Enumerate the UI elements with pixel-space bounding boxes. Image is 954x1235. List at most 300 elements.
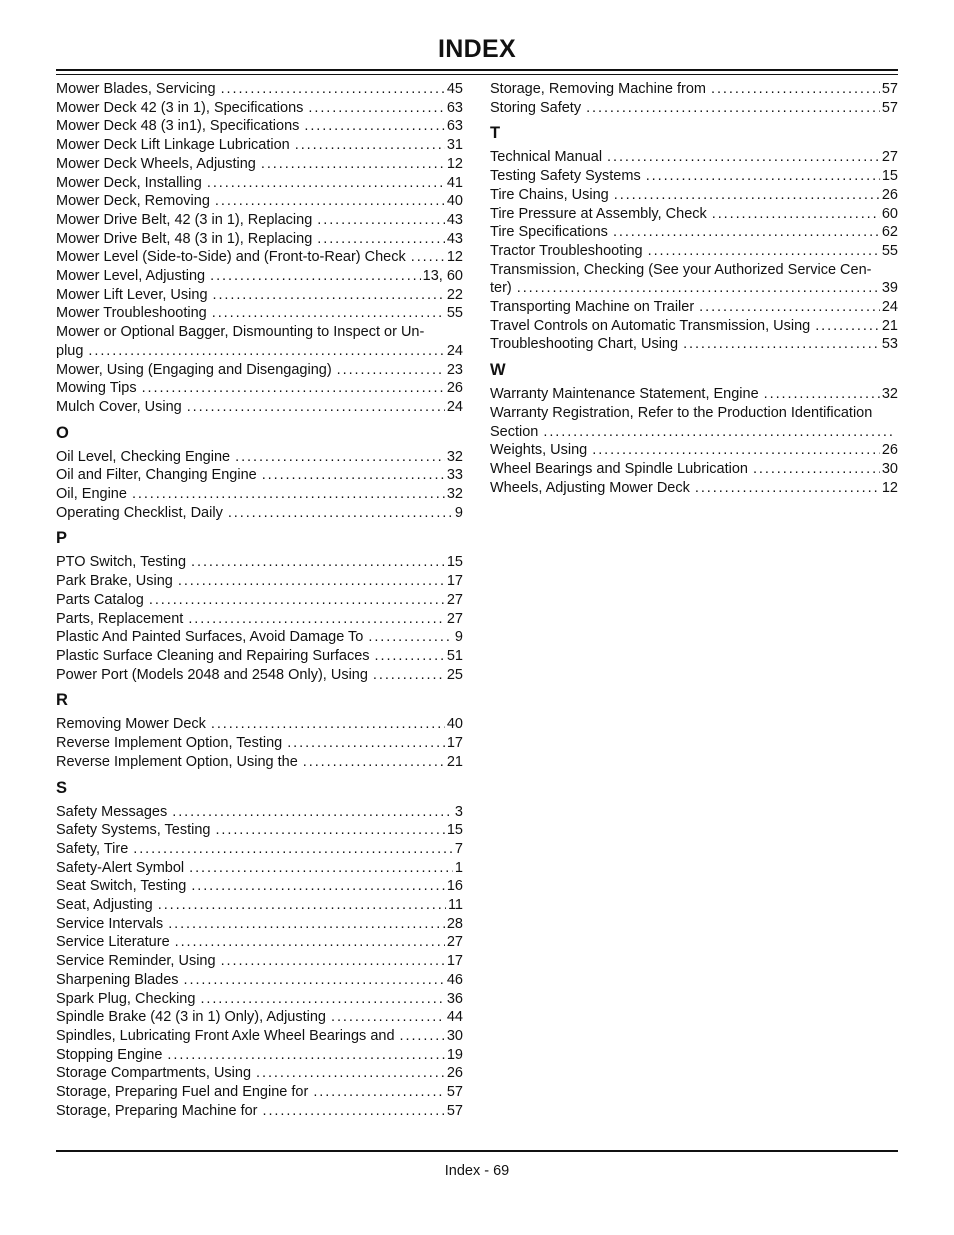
index-entry [56,248,463,267]
dot-leader [211,715,445,734]
index-entry-row [490,205,898,224]
index-entry [56,1027,463,1046]
index-group-t [490,148,898,354]
index-entry-label: Service Literature [56,934,170,951]
index-entry-label: Mower Drive Belt, 48 (3 in 1), Replacing [56,230,313,247]
index-entry-page: 40 [446,193,463,210]
dot-leader [158,896,446,915]
index-entry-page: 3 [454,803,463,820]
index-entry-label: Mower Deck 42 (3 in 1), Specifications [56,99,304,116]
index-entry [56,304,463,323]
index-entry [490,298,898,317]
index-entry [56,1008,463,1027]
dot-leader [221,80,445,99]
index-entry-label: Plastic Surface Cleaning and Repairing Surfaces [56,647,370,664]
dot-leader [368,628,453,647]
index-entry-row [56,1083,463,1102]
index-entry [56,1102,463,1121]
index-entry [56,286,463,305]
dot-leader [304,117,444,136]
index-entry [56,267,463,286]
index-entry-page: 27 [446,934,463,951]
index-entry [56,136,463,155]
dot-leader [373,666,445,685]
index-entry-page: 15 [446,822,463,839]
index-entry-row [56,952,463,971]
index-entry [56,99,463,118]
index-entry-page: 46 [446,971,463,988]
index-group-r [56,715,463,771]
index-entry-row [490,298,898,317]
index-group-s [56,803,463,1121]
index-entry-label: Wheel Bearings and Spindle Lubrication [490,460,748,477]
dot-leader [586,99,880,118]
section-letter-t: T [490,124,501,143]
index-entry-row [56,628,463,647]
index-entry-page: 30 [446,1027,463,1044]
index-entry-page: 55 [446,305,463,322]
index-entry-page: 23 [446,361,463,378]
index-entry-page: 27 [881,149,898,166]
page-title: INDEX [438,35,516,63]
index-entry-row [56,572,463,591]
index-column-left [56,80,463,1120]
dot-leader [215,821,444,840]
dot-leader [132,485,445,504]
index-entry [56,734,463,753]
index-entry-page: 57 [446,1102,463,1119]
index-entry [56,715,463,734]
index-entry-page: 40 [446,716,463,733]
dot-leader [287,734,445,753]
index-entry-row [490,167,898,186]
dot-leader [337,361,445,380]
index-entry-row [490,223,898,242]
index-entry-row [56,267,463,286]
index-entry-label: Warranty Maintenance Statement, Engine [490,386,759,403]
index-entry-page: 51 [446,647,463,664]
index-entry-label: Mower Lift Lever, Using [56,286,208,303]
index-entry [490,186,898,205]
index-entry-label: Plastic And Painted Surfaces, Avoid Damage To [56,629,364,646]
index-entry-row [56,466,463,485]
index-entry-label: Service Intervals [56,915,164,932]
dot-leader [712,205,880,224]
index-entry-page: 26 [881,442,898,459]
index-entry-page: 31 [446,137,463,154]
dot-leader [213,286,445,305]
dot-leader [313,1083,445,1102]
index-entry-label: Stopping Engine [56,1046,163,1063]
index-entry-label: Spindle Brake (42 (3 in 1) Only), Adjusting [56,1009,326,1026]
index-entry-page: 24 [881,299,898,316]
dot-leader [191,877,445,896]
index-entry [56,230,463,249]
index-entry-page: 60 [881,205,898,222]
index-entry-label: Reverse Implement Option, Using the [56,753,298,770]
index-entry-page: 22 [446,286,463,303]
index-entry-page: 24 [446,398,463,415]
dot-leader [215,192,445,211]
index-entry-row [56,80,463,99]
index-entry-row [490,186,898,205]
index-entry-label: Mower Deck Wheels, Adjusting [56,155,256,172]
index-entry-page: 36 [446,990,463,1007]
dot-leader [295,136,445,155]
dot-leader [172,803,453,822]
index-entry [56,117,463,136]
index-entry-label: Technical Manual [490,149,603,166]
index-entry-label: Parts, Replacement [56,610,184,627]
index-entry [56,990,463,1009]
index-entry-first-line: Transmission, Checking (See your Authorized Service Cen- [490,261,872,278]
index-entry-label: Mower Level, Adjusting [56,268,206,285]
index-entry-row [56,1046,463,1065]
index-entry-label: Storage, Removing Machine from [490,81,706,97]
index-entry-row [490,479,898,498]
index-entry [56,952,463,971]
index-entry-page: 11 [447,897,463,914]
index-entry-label: Storage, Preparing Fuel and Engine for [56,1084,309,1101]
index-entry [56,80,463,99]
index-entry-page: 39 [881,280,898,297]
index-entry-page: 9 [454,504,463,521]
index-entry-page: 62 [881,224,898,241]
index-entry-row [56,553,463,572]
index-entry [490,205,898,224]
page-footer: Index - 69 [444,1163,510,1179]
index-entry-label: Tire Specifications [490,224,608,241]
dot-leader [168,915,445,934]
index-entry-page: 63 [446,118,463,135]
index-entry [56,572,463,591]
index-entry-page: 55 [881,242,898,259]
index-entry-row [490,99,898,118]
index-entry-row [490,460,898,479]
dot-leader [210,267,421,286]
index-entry-label: Mower, Using (Engaging and Disengaging) [56,361,332,378]
index-entry-page: 63 [446,99,463,116]
index-group-m [56,80,463,417]
dot-leader [175,933,445,952]
dot-leader [331,1008,445,1027]
index-entry-row [56,859,463,878]
index-entry-page: 32 [446,486,463,503]
index-entry [56,504,463,523]
dot-leader [212,304,445,323]
index-entry [56,485,463,504]
dot-leader [646,167,880,186]
index-entry [56,840,463,859]
index-entry-label: Wheels, Adjusting Mower Deck [490,479,690,496]
dot-leader [262,466,445,485]
index-entry-row [56,971,463,990]
index-entry-row [56,117,463,136]
index-entry-row [56,840,463,859]
index-entry [490,317,898,336]
dot-leader [191,553,445,572]
dot-leader [614,186,880,205]
index-entry [490,99,898,118]
dot-leader [317,211,445,230]
index-entry-label: Seat, Adjusting [56,897,153,914]
index-entry-label: Tractor Troubleshooting [490,242,643,259]
index-entry-page: 30 [881,460,898,477]
dot-leader [228,504,453,523]
index-entry-page: 12 [881,479,898,496]
index-group-p [56,553,463,684]
index-entry-label: Oil Level, Checking Engine [56,448,231,465]
index-entry-row [56,1064,463,1083]
index-entry-row [56,248,463,267]
index-entry [490,385,898,404]
index-entry-row [56,915,463,934]
index-entry-label: PTO Switch, Testing [56,554,187,571]
index-entry-label: Tire Pressure at Assembly, Check [490,205,707,222]
dot-leader [317,230,445,249]
dot-leader [613,223,880,242]
index-entry [490,441,898,460]
index-entry-page: 21 [446,753,463,770]
dot-leader [235,448,445,467]
index-entry-page: 43 [446,230,463,247]
index-entry-label: Oil and Filter, Changing Engine [56,467,257,484]
index-entry-label: Safety-Alert Symbol [56,859,185,876]
index-entry-row [490,242,898,261]
dot-leader [411,248,445,267]
index-entry-label: plug [56,342,84,359]
index-entry-page: 1 [454,859,463,876]
dot-leader [178,572,445,591]
index-entry [56,466,463,485]
index-entry-page: 27 [446,591,463,608]
index-entry [56,753,463,772]
index-entry-label: Mower Deck 48 (3 in1), Specifications [56,118,300,135]
index-entry-page: 57 [881,99,898,116]
index-entry-row [56,286,463,305]
index-group-w [490,385,898,497]
index-entry-label: Safety, Tire [56,840,129,857]
index-entry-page: 44 [446,1009,463,1026]
header-rule-thick [56,69,898,71]
section-letter-o: O [56,423,69,442]
dot-leader [261,155,445,174]
index-entry [56,821,463,840]
dot-leader [200,990,444,1009]
dot-leader [648,242,880,261]
index-entry [56,610,463,629]
index-entry [56,666,463,685]
index-entry-row [56,591,463,610]
dot-leader [764,385,880,404]
index-entry-page: 57 [446,1084,463,1101]
index-entry-row [56,136,463,155]
index-entry [490,80,898,99]
index-entry-label: Mower Troubleshooting [56,305,207,322]
index-entry [56,647,463,666]
index-entry-row [56,666,463,685]
dot-leader [221,952,445,971]
index-entry [56,628,463,647]
index-entry-page: 12 [446,249,463,266]
index-entry-row [56,192,463,211]
index-entry-label: Mower Deck, Installing [56,174,202,191]
index-entry-label: Power Port (Models 2048 and 2548 Only), Using [56,666,368,683]
index-entry-label: Mower Drive Belt, 42 (3 in 1), Replacing [56,211,313,228]
index-entry-row [56,896,463,915]
index-entry [56,1083,463,1102]
dot-leader [308,99,444,118]
index-entry-label: Mower Blades, Servicing [56,81,216,97]
index-entry-label: Mower Deck Lift Linkage Lubrication [56,137,290,154]
index-entry [56,174,463,193]
index-entry-row [56,342,463,361]
index-entry [56,1064,463,1083]
dot-leader [375,647,445,666]
index-entry-page: 41 [446,174,463,191]
index-entry-page: 17 [446,953,463,970]
index-entry-page: 53 [881,336,898,353]
index-entry-page: 17 [446,735,463,752]
index-entry [490,223,898,242]
index-entry [56,877,463,896]
index-entry [56,591,463,610]
index-entry-page: 33 [446,467,463,484]
index-entry-row [490,385,898,404]
index-entry-page: 26 [881,186,898,203]
index-entry-label: Safety Messages [56,803,168,820]
dot-leader [607,148,880,167]
index-entry [56,896,463,915]
index-entry-row [56,398,463,417]
index-entry-page: 28 [446,915,463,932]
dot-leader [517,279,880,298]
index-entry-label: Parts Catalog [56,591,144,608]
index-entry-row [56,485,463,504]
index-entry-page: 13, 60 [422,268,463,285]
index-entry-first-line: Mower or Optional Bagger, Dismounting to Inspect or Un- [56,324,425,341]
dot-leader [149,591,445,610]
index-entry-row [56,821,463,840]
index-entry-page: 26 [446,1065,463,1082]
index-entry-label: Weights, Using [490,442,588,459]
index-entry-label: Transporting Machine on Trailer [490,299,695,316]
index-entry [56,553,463,572]
index-entry-label: Storage, Preparing Machine for [56,1102,258,1119]
index-entry-label: Mowing Tips [56,380,137,397]
index-entry-page: 26 [446,380,463,397]
index-entry [56,933,463,952]
index-entry-label: Testing Safety Systems [490,168,641,185]
dot-leader [815,317,880,336]
index-entry-row [56,715,463,734]
dot-leader [400,1027,445,1046]
index-entry-label: Section [490,423,539,440]
section-letter-r: R [56,691,68,710]
footer-rule [56,1150,898,1152]
dot-leader [695,479,880,498]
index-entry [56,859,463,878]
index-entry [490,167,898,186]
index-entry [56,192,463,211]
index-group-o [56,448,463,523]
index-entry-page: 32 [881,386,898,403]
index-entry-page: 43 [446,211,463,228]
index-entry [56,803,463,822]
index-entry-row [56,1102,463,1121]
index-entry [490,404,898,441]
dot-leader [683,335,880,354]
index-column-right [490,80,898,497]
index-entry-row [56,211,463,230]
index-entry-label: Mower Deck, Removing [56,193,210,210]
index-entry-row [490,279,898,298]
section-letter-p: P [56,529,68,548]
index-entry-row [490,335,898,354]
index-entry [490,335,898,354]
index-entry [56,155,463,174]
index-entry-row [56,448,463,467]
index-entry-page: 25 [446,666,463,683]
dot-leader [263,1102,445,1121]
index-entry-page: 27 [446,610,463,627]
index-entry [56,971,463,990]
index-entry [56,379,463,398]
index-entry-label: Mulch Cover, Using [56,398,182,415]
index-entry [490,148,898,167]
index-entry-label: Troubleshooting Chart, Using [490,336,679,353]
index-entry-row [56,753,463,772]
index-entry-page: 17 [446,573,463,590]
dot-leader [711,80,880,99]
index-entry [490,479,898,498]
index-entry-row [56,877,463,896]
index-entry-page: 12 [446,155,463,172]
index-entry-label: Spindles, Lubricating Front Axle Wheel Bearings and [56,1027,395,1044]
index-entry-page: 32 [446,448,463,465]
index-entry-first-line: Warranty Registration, Refer to the Production Identification [490,404,873,421]
index-entry [490,242,898,261]
index-entry-row [56,379,463,398]
index-entry-row [490,317,898,336]
index-entry-row [56,1008,463,1027]
index-entry-label: Storing Safety [490,99,582,116]
index-entry-label: Safety Systems, Testing [56,822,211,839]
dot-leader [256,1064,445,1083]
index-entry-row [56,304,463,323]
index-entry-row [56,610,463,629]
index-entry-page: 24 [446,342,463,359]
index-entry-row [56,933,463,952]
index-group-s-continued [490,80,898,117]
index-entry-page: 19 [446,1046,463,1063]
dot-leader [753,460,880,479]
index-entry-row [56,647,463,666]
index-entry-row [56,1027,463,1046]
index-entry-row [490,80,898,99]
dot-leader [189,859,453,878]
index-entry [490,460,898,479]
dot-leader [167,1046,444,1065]
index-entry [56,211,463,230]
index-entry-row [490,423,898,442]
dot-leader [188,610,445,629]
dot-leader [303,753,445,772]
dot-leader [142,379,445,398]
dot-leader [187,398,445,417]
index-entry-label: Seat Switch, Testing [56,878,187,895]
index-entry [490,261,898,298]
